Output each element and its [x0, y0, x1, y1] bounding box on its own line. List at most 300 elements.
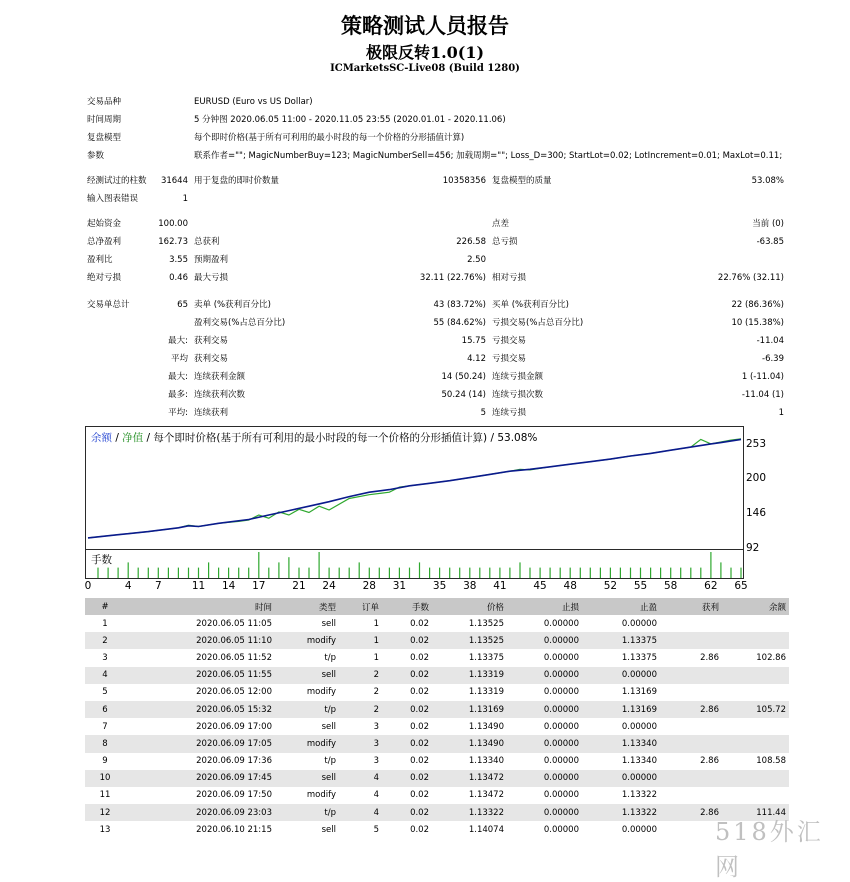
table-cell: 0.00000 — [543, 652, 579, 663]
lot-bar — [740, 568, 741, 578]
initial-deposit-value: 100.00 — [158, 219, 188, 229]
balance-line — [88, 439, 741, 538]
expected-payoff-value: 2.50 — [467, 255, 486, 265]
x-tick-label: 41 — [493, 580, 507, 592]
period-label: 时间周期 — [87, 115, 122, 125]
lot-bar — [349, 568, 350, 578]
lot-bar — [359, 562, 360, 578]
watermark: 518外汇网 — [715, 818, 824, 881]
x-tick-label: 55 — [633, 580, 648, 592]
report-subtitle: 极限反转1.0(1) — [365, 43, 485, 62]
symbol-value: EURUSD (Euro vs US Dollar) — [194, 97, 313, 107]
lot-bar — [369, 568, 370, 578]
table-cell: 2 — [85, 632, 125, 649]
average-profit-label: 获利交易 — [194, 354, 229, 364]
table-cell: 0.00000 — [543, 687, 579, 698]
lot-bar — [268, 568, 269, 578]
table-cell: 0.00000 — [582, 770, 660, 787]
table-cell: 0.02 — [382, 804, 432, 821]
column-header: 价格 — [432, 598, 507, 615]
maximal-label: 最多: — [168, 390, 188, 400]
table-cell: 105.72 — [722, 701, 789, 718]
ticks-label: 用于复盘的即时价数量 — [194, 176, 280, 186]
lot-bar — [198, 568, 199, 578]
legend-equity: 净值 — [122, 432, 144, 444]
x-tick-label: 48 — [563, 580, 577, 592]
table-cell: 0.02 — [410, 618, 429, 629]
abs-drawdown-label: 绝对亏损 — [87, 273, 122, 283]
lot-bar — [178, 568, 179, 578]
lot-bar — [700, 568, 701, 578]
table-cell: 0.00000 — [543, 756, 579, 767]
lot-bar — [238, 568, 239, 578]
table-cell: 0.02 — [382, 735, 432, 752]
parameters-label: 参数 — [87, 151, 105, 161]
net-profit-label: 总净盈利 — [87, 237, 122, 247]
lot-bar — [399, 568, 400, 578]
table-cell: 2020.06.05 15:32 — [125, 701, 275, 718]
total-trades-value: 65 — [177, 300, 188, 310]
lot-bar — [519, 562, 520, 578]
table-cell: 2020.06.09 17:36 — [196, 756, 272, 767]
table-cell: 3 — [373, 756, 379, 767]
table-cell: 0.02 — [382, 770, 432, 787]
maximal-cons-loss-label: 连续亏损次数 — [492, 390, 544, 400]
table-cell: modify — [306, 687, 336, 698]
x-tick-label: 17 — [252, 580, 266, 592]
table-cell: 0.00000 — [507, 701, 582, 718]
abs-drawdown-value: 0.46 — [169, 273, 188, 283]
max-drawdown-label: 最大亏损 — [194, 273, 229, 283]
lot-bar — [610, 568, 611, 578]
gross-loss-value: -63.85 — [756, 237, 784, 247]
table-cell: 2020.06.05 11:05 — [196, 618, 272, 629]
table-cell: 2020.06.09 17:00 — [196, 721, 272, 732]
lot-bar — [319, 552, 320, 578]
chart-legend — [91, 430, 537, 445]
lot-bar — [148, 568, 149, 578]
table-cell: 2020.06.05 11:10 — [125, 632, 275, 649]
table-cell — [722, 787, 789, 804]
table-cell: 0.02 — [382, 701, 432, 718]
lot-bar — [540, 568, 541, 578]
average-loss-label: 亏损交易 — [492, 354, 527, 364]
lot-bar — [620, 568, 621, 578]
lot-bar — [97, 568, 98, 578]
table-cell — [660, 718, 722, 735]
lot-bar — [158, 568, 159, 578]
table-cell: 0.00000 — [507, 632, 582, 649]
table-cell: 1 — [339, 632, 382, 649]
table-cell: 4 — [339, 804, 382, 821]
table-cell — [660, 735, 722, 752]
table-row — [85, 667, 789, 684]
table-row — [85, 770, 789, 787]
symbol-label: 交易品种 — [87, 97, 122, 107]
table-cell: 0.00000 — [543, 790, 579, 801]
table-row — [85, 735, 789, 752]
lots-label: 手数 — [91, 554, 112, 566]
table-cell: 1.13322 — [582, 804, 660, 821]
table-cell: 3 — [373, 721, 379, 732]
table-cell: 0.02 — [410, 652, 429, 663]
table-cell: 0.00000 — [582, 667, 660, 684]
x-tick-label: 65 — [734, 580, 748, 592]
table-cell: 1.13322 — [432, 804, 507, 821]
table-cell: 1.13322 — [621, 790, 657, 801]
table-cell: 0.00000 — [507, 770, 582, 787]
server-build: ICMarketsSC-Live08 (Build 1280) — [330, 63, 520, 74]
bars-value: 31644 — [160, 176, 188, 186]
quality-label: 复盘模型的质量 — [492, 176, 552, 186]
lot-bar — [509, 568, 510, 578]
x-tick-label: 7 — [154, 580, 162, 592]
x-tick-label: 11 — [191, 580, 206, 592]
profit-trades-label: 盈利交易(%占总百分比) — [194, 318, 286, 328]
column-header: 余额 — [722, 598, 789, 615]
lots-chart-svg — [86, 550, 743, 578]
lot-bar — [228, 568, 229, 578]
gross-loss-label: 总亏损 — [492, 237, 518, 247]
gross-profit-label: 总获利 — [194, 237, 220, 247]
table-cell: 0.02 — [410, 824, 429, 835]
table-cell: 1.13319 — [468, 687, 504, 698]
table-cell — [722, 718, 789, 735]
table-cell: 0.02 — [382, 632, 432, 649]
period-value: 5 分钟图 2020.06.05 11:00 - 2020.11.05 23:55 (2020.01.01 - 2020.11.06) — [194, 115, 506, 125]
max-cons-losses-value: 1 (-11.04) — [741, 372, 784, 382]
table-cell: 1.13169 — [621, 687, 657, 698]
net-profit-value: 162.73 — [158, 237, 188, 247]
table-cell: modify — [275, 632, 339, 649]
table-cell: 2 — [373, 687, 379, 698]
errors-value: 1 — [182, 194, 188, 204]
lot-bar — [389, 568, 390, 578]
initial-deposit-label: 起始资金 — [87, 219, 122, 229]
table-cell: 10 — [85, 770, 125, 787]
largest-loss-label: 亏损交易 — [492, 336, 527, 346]
table-cell: 1.13525 — [468, 618, 504, 629]
rel-drawdown-value: 22.76% (32.11) — [717, 273, 784, 283]
table-cell: 1.13169 — [582, 701, 660, 718]
x-tick-label: 21 — [292, 580, 306, 592]
largest-loss-value: -11.04 — [756, 336, 784, 346]
table-cell: 1.13375 — [621, 652, 657, 663]
table-cell: 0.00000 — [621, 824, 657, 835]
table-cell: sell — [321, 721, 336, 732]
table-cell — [660, 615, 722, 632]
x-tick-label: 0 — [84, 580, 92, 592]
lot-bar — [339, 568, 340, 578]
table-cell: 11 — [99, 790, 111, 801]
table-cell — [660, 821, 722, 838]
lot-bar — [429, 568, 430, 578]
bars-label: 经测试过的柱数 — [87, 176, 147, 186]
table-cell: 0.00000 — [621, 618, 657, 629]
profit-factor-value: 3.55 — [169, 255, 188, 265]
average-label: 平均 — [170, 354, 188, 364]
table-row — [85, 753, 789, 770]
spread-value: 当前 (0) — [752, 219, 784, 229]
average-profit-value: 4.12 — [467, 354, 486, 364]
column-header: 类型 — [275, 598, 339, 615]
legend-description: / 每个即时价格(基于所有可利用的最小时段的每一个价格的分形插值计算) / 53.08% — [143, 432, 538, 444]
report-title: 策略测试人员报告 — [341, 13, 509, 38]
table-cell: 1.13472 — [468, 790, 504, 801]
parameters-value: 联系作者=""; MagicNumberBuy=123; MagicNumberSell=456; 加载周期=""; Loss_D=300; StartLot=0.02; LotIncrement=0.01; MaxLot=0.11; — [194, 151, 783, 161]
lot-bar — [640, 568, 641, 578]
table-cell — [722, 735, 789, 752]
lot-bar — [218, 568, 219, 578]
lot-bar — [278, 562, 279, 578]
table-cell: 2020.06.09 23:03 — [125, 804, 275, 821]
avg-cons-losses-value: 1 — [778, 408, 784, 418]
table-cell: 2020.06.09 17:05 — [125, 735, 275, 752]
x-tick-label: 38 — [463, 580, 477, 592]
lot-bar — [379, 568, 380, 578]
table-cell: 12 — [85, 804, 125, 821]
lot-bar — [479, 568, 480, 578]
column-header: 手数 — [382, 598, 432, 615]
max-cons-wins-value: 14 (50.24) — [441, 372, 486, 382]
table-cell: 2.86 — [660, 701, 722, 718]
loss-trades-label: 亏损交易(%占总百分比) — [492, 318, 584, 328]
table-cell: 0.02 — [410, 721, 429, 732]
avg-cons-wins-value: 5 — [480, 408, 486, 418]
profit-trades-value: 55 (84.62%) — [433, 318, 486, 328]
max-cons-label: 最大: — [168, 372, 188, 382]
lot-bar — [138, 568, 139, 578]
column-header: 止损 — [507, 598, 582, 615]
lot-bar — [489, 568, 490, 578]
column-header: 订单 — [339, 598, 382, 615]
errors-label: 输入图表错误 — [87, 194, 139, 204]
table-cell: 2 — [339, 667, 382, 684]
expected-payoff-label: 预期盈利 — [194, 255, 229, 265]
table-cell — [660, 632, 722, 649]
lot-bar — [469, 568, 470, 578]
lot-bar — [600, 568, 601, 578]
table-cell — [722, 632, 789, 649]
table-cell: 108.58 — [756, 756, 786, 767]
x-tick-label: 52 — [603, 580, 618, 592]
table-cell: 2.86 — [700, 756, 719, 767]
table-cell: 1.13319 — [432, 667, 507, 684]
table-cell: 2 — [339, 701, 382, 718]
table-cell — [660, 787, 722, 804]
table-cell — [660, 667, 722, 684]
average-loss-value: -6.39 — [762, 354, 784, 364]
table-cell: 2020.06.09 17:50 — [196, 790, 272, 801]
lot-bar — [660, 568, 661, 578]
table-row — [85, 701, 789, 718]
lot-bar — [590, 568, 591, 578]
table-cell: 2020.06.05 11:55 — [125, 667, 275, 684]
lot-bar — [298, 568, 299, 578]
table-cell: 0.00000 — [543, 721, 579, 732]
table-cell: 111.44 — [722, 804, 789, 821]
table-cell: 1.13472 — [432, 770, 507, 787]
lot-bar — [168, 568, 169, 578]
table-cell: 0.02 — [410, 756, 429, 767]
lot-bar — [720, 562, 721, 578]
lot-bar — [449, 568, 450, 578]
short-label: 卖单 (%获利百分比) — [194, 300, 271, 310]
lot-bar — [248, 568, 249, 578]
table-cell: t/p — [324, 756, 336, 767]
lot-bar — [690, 568, 691, 578]
lot-bar — [108, 568, 109, 578]
table-cell: 2020.06.05 11:52 — [196, 652, 272, 663]
avg-cons-losses-label: 连续亏损 — [492, 408, 527, 418]
table-cell: 1.13375 — [468, 652, 504, 663]
balance-chart-svg — [86, 427, 743, 549]
table-cell: sell — [275, 770, 339, 787]
lot-bar — [409, 568, 410, 578]
x-tick-label: 35 — [432, 580, 447, 592]
lot-bar — [680, 568, 681, 578]
table-cell: t/p — [324, 652, 336, 663]
lot-bar — [188, 568, 189, 578]
lot-bar — [499, 568, 500, 578]
table-cell: 5 — [373, 824, 379, 835]
long-label: 买单 (%获利百分比) — [492, 300, 569, 310]
table-cell: sell — [275, 667, 339, 684]
model-label: 复盘模型 — [87, 133, 122, 143]
table-row — [85, 684, 789, 701]
table-cell — [660, 770, 722, 787]
table-cell — [722, 684, 789, 701]
lot-bar — [730, 568, 731, 578]
column-header: 获利 — [660, 598, 722, 615]
deals-table — [85, 598, 789, 838]
table-cell: sell — [321, 824, 336, 835]
lot-bar — [258, 552, 259, 578]
loss-trades-value: 10 (15.38%) — [731, 318, 784, 328]
table-cell: t/p — [275, 804, 339, 821]
table-cell: 0.02 — [410, 790, 429, 801]
quality-value: 53.08% — [751, 176, 784, 186]
lot-bar — [580, 568, 581, 578]
table-cell: 1.13340 — [582, 735, 660, 752]
largest-profit-value: 15.75 — [461, 336, 486, 346]
column-header: # — [85, 598, 125, 615]
table-cell: 1.13169 — [432, 701, 507, 718]
lot-bar — [329, 568, 330, 578]
table-cell: 0.00000 — [543, 618, 579, 629]
table-cell: modify — [275, 735, 339, 752]
legend-sep: / — [112, 432, 123, 444]
x-tick-label: 28 — [362, 580, 376, 592]
lot-bar — [560, 568, 561, 578]
table-cell: sell — [321, 618, 336, 629]
table-cell — [722, 615, 789, 632]
lot-bar — [308, 568, 309, 578]
column-header: 时间 — [125, 598, 275, 615]
column-header: 止盈 — [582, 598, 660, 615]
max-cons-wins-label: 连续获利金额 — [194, 372, 246, 382]
maximal-cons-loss-value: -11.04 (1) — [741, 390, 784, 400]
x-tick-label: 4 — [124, 580, 132, 592]
table-row — [85, 821, 789, 838]
table-cell: 4 — [373, 790, 379, 801]
lot-bar — [550, 568, 551, 578]
x-tick-label: 62 — [704, 580, 718, 592]
table-row — [85, 615, 789, 632]
table-cell: 3 — [102, 652, 108, 663]
short-value: 43 (83.72%) — [433, 300, 486, 310]
lot-bar — [128, 562, 129, 578]
long-value: 22 (86.36%) — [731, 300, 784, 310]
table-cell: 1 — [102, 618, 108, 629]
table-cell: 13 — [99, 824, 111, 835]
table-cell: 0.02 — [410, 687, 429, 698]
maximal-cons-profit-label: 连续获利次数 — [194, 390, 246, 400]
table-cell: 1.13490 — [468, 721, 504, 732]
table-cell: 1.13340 — [468, 756, 504, 767]
avg-cons-wins-label: 连续获利 — [194, 408, 229, 418]
table-cell: 5 — [102, 687, 108, 698]
table-cell: 1.13340 — [621, 756, 657, 767]
table-cell: t/p — [275, 701, 339, 718]
balance-chart — [85, 426, 744, 550]
deals-header-row — [85, 598, 789, 615]
y-tick-label: 92 — [746, 542, 760, 554]
table-cell: 2020.06.10 21:15 — [196, 824, 272, 835]
x-tick-label: 58 — [663, 580, 678, 592]
lot-bar — [419, 562, 420, 578]
largest-profit-label: 获利交易 — [194, 336, 229, 346]
model-value: 每个即时价格(基于所有可利用的最小时段的每一个价格的分形插值计算) — [194, 133, 465, 143]
lot-bar — [118, 568, 119, 578]
table-cell — [660, 684, 722, 701]
maximal-cons-profit-value: 50.24 (14) — [441, 390, 486, 400]
table-row — [85, 632, 789, 649]
table-row — [85, 804, 789, 821]
legend-balance: 余额 — [91, 432, 112, 444]
max-cons-losses-label: 连续亏损金额 — [492, 372, 544, 382]
x-tick-label: 14 — [221, 580, 236, 592]
x-tick-label: 31 — [392, 580, 407, 592]
table-cell: 0.00000 — [507, 667, 582, 684]
table-row — [85, 787, 789, 804]
table-cell: 2.86 — [660, 804, 722, 821]
largest-label: 最大: — [168, 336, 188, 346]
x-tick-label: 24 — [322, 580, 336, 592]
lot-bar — [529, 568, 530, 578]
y-tick-label: 146 — [746, 507, 767, 519]
table-cell: 0.00000 — [621, 721, 657, 732]
table-row — [85, 718, 789, 735]
table-cell: 1.13375 — [582, 632, 660, 649]
avg-cons-label: 平均: — [168, 408, 188, 418]
table-cell: 8 — [85, 735, 125, 752]
lot-bar — [710, 552, 711, 578]
table-cell: 0.02 — [382, 667, 432, 684]
profit-factor-label: 盈利比 — [87, 255, 113, 265]
table-cell: 4 — [339, 770, 382, 787]
lots-chart — [85, 549, 744, 579]
rel-drawdown-label: 相对亏损 — [492, 273, 527, 283]
lot-bar — [650, 568, 651, 578]
lot-bar — [439, 568, 440, 578]
table-cell — [722, 667, 789, 684]
spread-label: 点差 — [492, 219, 510, 229]
table-cell: modify — [306, 790, 336, 801]
table-cell: 1.13525 — [432, 632, 507, 649]
lot-bar — [570, 568, 571, 578]
max-drawdown-value: 32.11 (22.76%) — [419, 273, 486, 283]
